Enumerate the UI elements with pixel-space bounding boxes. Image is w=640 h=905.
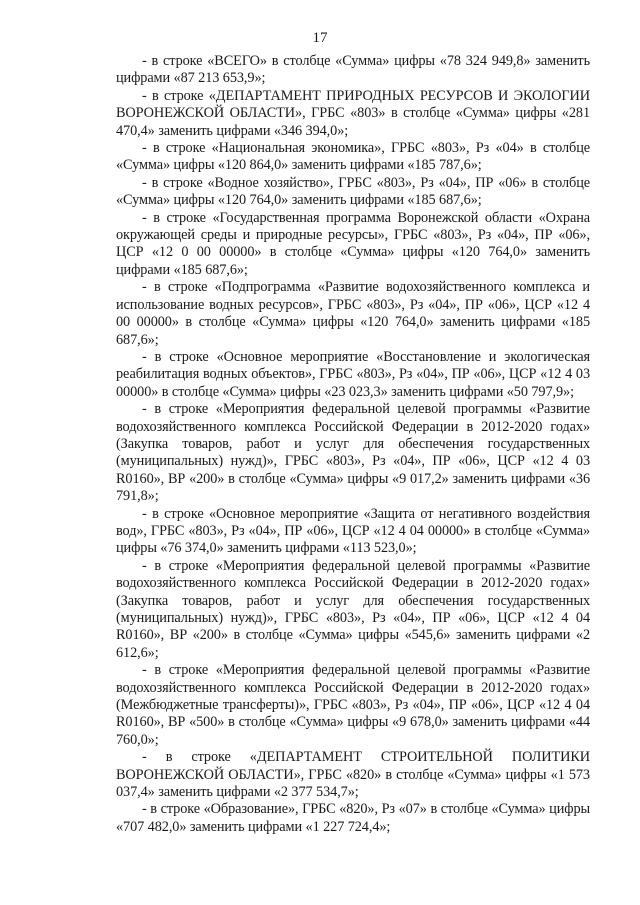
amendment-paragraph: - в строке «Водное хозяйство», ГРБС «803», Рз «04», ПР «06» в столбце «Сумма» цифры «120 764,0» заменить цифрами «185 687,6»; bbox=[116, 174, 590, 209]
amendment-paragraph: - в строке «ВСЕГО» в столбце «Сумма» цифры «78 324 949,8» заменить цифрами «87 213 653,9»; bbox=[116, 53, 590, 87]
amendment-paragraph: - в строке «ДЕПАРТАМЕНТ ПРИРОДНЫХ РЕСУРСОВ И ЭКОЛОГИИ ВОРОНЕЖСКОЙ ОБЛАСТИ», ГРБС «803» в столбце «Сумма» цифры «281 470,4» заменить цифрами «346 394,0»; bbox=[116, 87, 590, 139]
page-number: 17 bbox=[312, 30, 328, 46]
amendment-paragraph: - в строке «Государственная программа Воронежской области «Охрана окружающей среды и природные ресурсы», ГРБС «803», Рз «04», ПР «06», ЦСР «12 0 00 00000» в столбце «Сумма» цифры «120 764,0» заменить цифрами «185 687,6»; bbox=[116, 209, 590, 278]
amendment-paragraph: - в строке «Мероприятия федеральной целевой программы «Развитие водохозяйственного комплекса Российской Федерации в 2012-2020 годах» (Закупка товаров, работ и услуг для обеспечения государственных (муниципальных) нужд)», ГРБС «803», Рз «04», ПР «06», ЦСР «12 4 03 R0160», ВР «200» в столбце «Сумма» цифры «9 017,2» заменить цифрами «36 791,8»; bbox=[116, 401, 590, 505]
amendment-paragraph: - в строке «Образование», ГРБС «820», Рз «07» в столбце «Сумма» цифры «707 482,0» заменить цифрами «1 227 724,4»; bbox=[116, 801, 590, 835]
amendment-paragraph: - в строке «Мероприятия федеральной целевой программы «Развитие водохозяйственного комплекса Российской Федерации в 2012-2020 годах» (Закупка товаров, работ и услуг для обеспечения государственных (муниципальных) нужд)», ГРБС «803», Рз «04», ПР «06», ЦСР «12 4 04 R0160», ВР «200» в столбце «Сумма» цифры «545,6» заменить цифрами «2 612,6»; bbox=[116, 557, 590, 661]
amendment-paragraph: - в строке «Основное мероприятие «Восстановление и экологическая реабилитация водных объектов», ГРБС «803», Рз «04», ПР «06», ЦСР «12 4 03 00000» в столбце «Сумма» цифры «23 023,3» заменить цифрами «50 797,9»; bbox=[116, 348, 590, 400]
document-body bbox=[116, 53, 590, 836]
amendment-paragraph: - в строке «Национальная экономика», ГРБС «803», Рз «04» в столбце «Сумма» цифры «120 864,0» заменить цифрами «185 787,6»; bbox=[116, 140, 590, 174]
amendment-paragraph: - в строке «Подпрограмма «Развитие водохозяйственного комплекса и использование водных ресурсов», ГРБС «803», Рз «04», ПР «06», ЦСР «12 4 00 00000» в столбце «Сумма» цифры «120 764,0» заменить цифрами «185 687,6»; bbox=[116, 279, 590, 348]
amendment-paragraph: - в строке «Мероприятия федеральной целевой программы «Развитие водохозяйственного комплекса Российской Федерации в 2012-2020 годах» (Межбюджетные трансферты)», ГРБС «803», Рз «04», ПР «06», ЦСР «12 4 04 R0160», ВР «500» в столбце «Сумма» цифры «9 678,0» заменить цифрами «44 760,0»; bbox=[116, 662, 590, 748]
amendment-paragraph: - в строке «ДЕПАРТАМЕНТ СТРОИТЕЛЬНОЙ ПОЛИТИКИ ВОРОНЕЖСКОЙ ОБЛАСТИ», ГРБС «820» в столбце «Сумма» цифры «1 573 037,4» заменить цифрами «2 377 534,7»; bbox=[116, 749, 590, 801]
amendment-paragraph: - в строке «Основное мероприятие «Защита от негативного воздействия вод», ГРБС «803», Рз «04», ПР «06», ЦСР «12 4 04 00000» в столбце «Сумма» цифры «76 374,0» заменить цифрами «113 523,0»; bbox=[116, 505, 590, 557]
